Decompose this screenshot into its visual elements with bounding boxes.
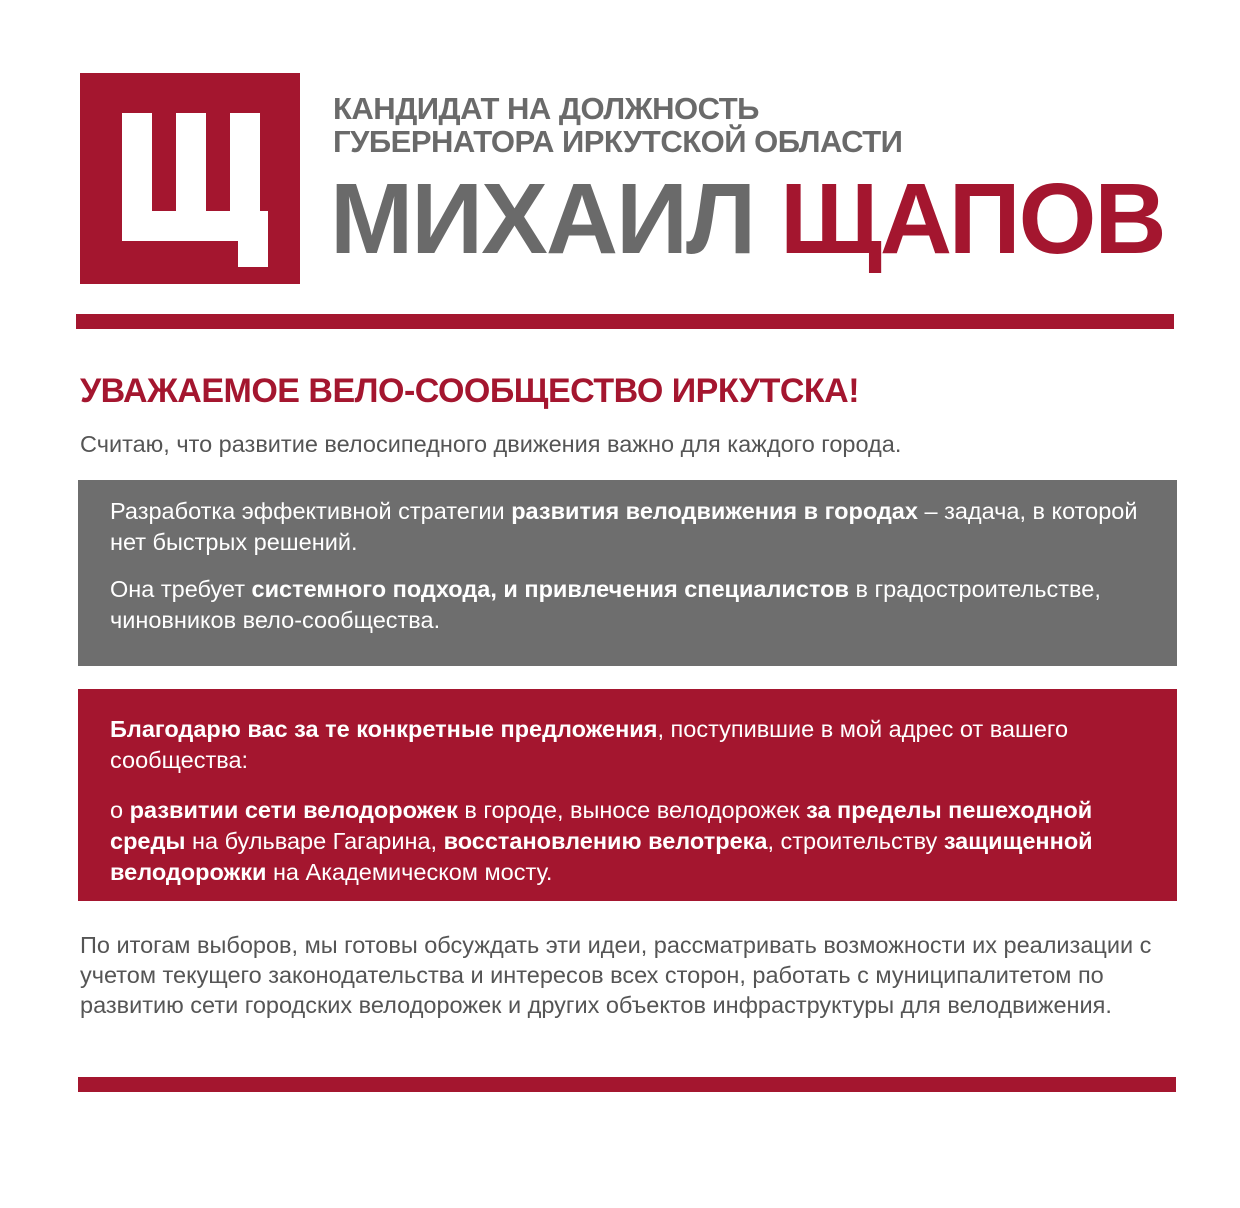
letter-heading: УВАЖАЕМОЕ ВЕЛО-СООБЩЕСТВО ИРКУТСКА! <box>80 372 860 410</box>
proposals-paragraph-2: о развитии сети велодорожек в городе, выносе велодорожек за пределы пешеходной среды на бульваре Гагарина, восстановлению велотрека, строительству защищенной велодорожки на Академическом мосту. <box>110 797 1093 885</box>
last-name: ЩАПОВ <box>779 163 1165 275</box>
strategy-box <box>78 480 1177 666</box>
first-name: МИХАИЛ <box>330 163 755 275</box>
strategy-paragraph-2: Она требует системного подхода, и привлечения специалистов в градостроительстве, чиновников вело-сообщества. <box>110 576 1101 633</box>
shcha-letter-logo-icon <box>80 73 300 284</box>
candidate-name <box>330 164 1165 274</box>
proposals-box <box>78 689 1177 901</box>
strategy-paragraph-1: Разработка эффективной стратегии развития велодвижения в городах – задача, в которой нет быстрых решений. <box>110 498 1138 555</box>
candidate-title-line2: ГУБЕРНАТОРА ИРКУТСКОЙ ОБЛАСТИ <box>333 124 903 159</box>
intro-text: Считаю, что развитие велосипедного движения важно для каждого города. <box>80 431 902 457</box>
top-divider <box>76 314 1174 329</box>
bottom-divider <box>78 1077 1176 1092</box>
proposals-paragraph-1: Благодарю вас за те конкретные предложения, поступившие в мой адрес от вашего сообщества: <box>110 716 1069 773</box>
candidate-title-line1: КАНДИДАТ НА ДОЛЖНОСТЬ <box>333 91 759 126</box>
closing-paragraph: По итогам выборов, мы готовы обсуждать эти идеи, рассматривать возможности их реализации с учетом текущего законодательства и интересов всех сторон, работать с муниципалитетом по развитию сети городских велодорожек и других объектов инфраструктуры для велодвижения. <box>80 932 1152 1018</box>
candidate-title <box>333 92 902 158</box>
candidate-logo <box>80 73 300 284</box>
